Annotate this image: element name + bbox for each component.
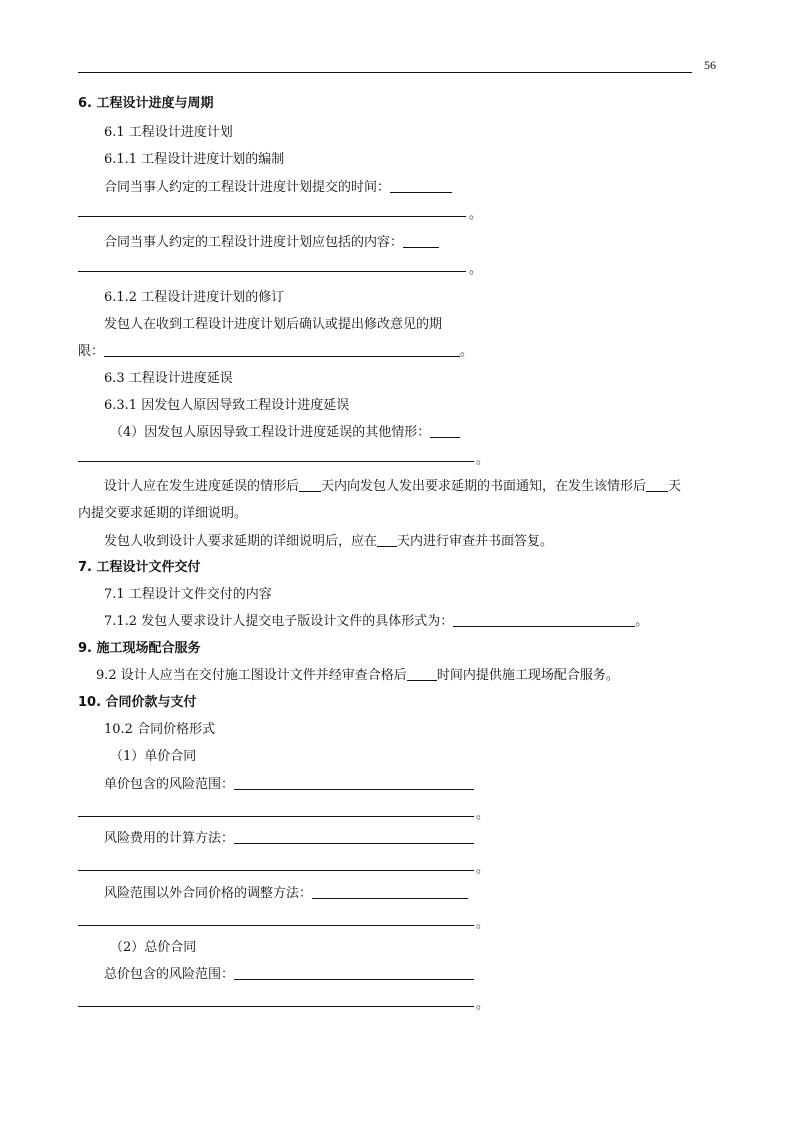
unit-risk-blank[interactable] bbox=[234, 776, 474, 790]
item-9-2-text-a: 9.2 设计人应当在交付施工图设计文件并经审查合格后 bbox=[96, 668, 407, 683]
content-label bbox=[104, 234, 439, 252]
period: 。 bbox=[476, 916, 490, 931]
revise-line-2-text: 限： bbox=[78, 344, 105, 359]
period: 。 bbox=[460, 344, 474, 359]
item-4-label bbox=[110, 424, 460, 442]
heading-10-2: 10.2 合同价格形式 bbox=[104, 722, 216, 737]
item-4-text: （4）因发包人原因导致工程设计进度延误的其他情形： bbox=[110, 425, 431, 440]
risk-cost-text: 风险费用的计算方法： bbox=[104, 831, 235, 846]
outside-adjust-blank[interactable] bbox=[312, 885, 468, 899]
section-6-title: 6. 工程设计进度与周期 bbox=[78, 96, 214, 111]
revise-period-blank[interactable] bbox=[104, 343, 460, 357]
heading-6-3: 6.3 工程设计进度延误 bbox=[104, 371, 233, 386]
period: 。 bbox=[476, 861, 490, 876]
reply-days-blank[interactable] bbox=[377, 533, 397, 547]
revise-line-2 bbox=[78, 343, 473, 361]
content-text: 合同当事人约定的工程设计进度计划应包括的内容： bbox=[104, 235, 404, 250]
period: 。 bbox=[469, 262, 483, 277]
delay-notice-line-1 bbox=[104, 478, 681, 496]
unit-price-contract: （1）单价合同 bbox=[110, 749, 197, 764]
unit-risk-label bbox=[104, 776, 474, 794]
total-price-contract: （2）总价合同 bbox=[110, 940, 197, 955]
notice-text-b: 天内向发包人发出要求延期的书面通知，在发生该情形后 bbox=[321, 479, 647, 494]
risk-cost-blank[interactable] bbox=[234, 830, 474, 844]
risk-cost-label bbox=[104, 830, 474, 848]
section-9-title: 9. 施工现场配合服务 bbox=[78, 641, 201, 656]
notice-text-a: 设计人应在发生进度延误的情形后 bbox=[104, 479, 300, 494]
heading-6-3-1: 6.3.1 因发包人原因导致工程设计进度延误 bbox=[104, 398, 350, 413]
period: 。 bbox=[476, 997, 490, 1012]
unit-risk-continuation-blank[interactable] bbox=[78, 816, 474, 817]
section-10-title: 10. 合同价款与支付 bbox=[78, 695, 197, 710]
reply-text-b: 天内进行审查并书面答复。 bbox=[397, 534, 554, 549]
delay-notice-line-2: 内提交要求延期的详细说明。 bbox=[78, 506, 248, 521]
total-risk-continuation-blank[interactable] bbox=[78, 1006, 474, 1007]
detail-days-blank[interactable] bbox=[646, 478, 668, 492]
electronic-form-blank[interactable] bbox=[453, 613, 635, 627]
outside-adjust-text: 风险范围以外合同价格的调整方法： bbox=[104, 886, 313, 901]
outside-adjust-label bbox=[104, 885, 468, 903]
heading-6-1: 6.1 工程设计进度计划 bbox=[104, 125, 233, 140]
content-continuation-blank[interactable] bbox=[78, 271, 466, 272]
heading-7-1-2: 7.1.2 发包人要求设计人提交电子版设计文件的具体形式为： bbox=[104, 614, 454, 629]
submit-time-continuation-blank[interactable] bbox=[78, 216, 466, 217]
reply-line bbox=[104, 533, 553, 551]
notice-text-c: 天 bbox=[668, 479, 682, 494]
period: 。 bbox=[476, 807, 490, 822]
revise-line-1: 发包人在收到工程设计进度计划后确认或提出修改意见的期 bbox=[104, 317, 443, 332]
heading-7-1-2-line bbox=[104, 613, 648, 631]
reply-text-a: 发包人收到设计人要求延期的详细说明后，应在 bbox=[104, 534, 378, 549]
item-9-2-line bbox=[96, 667, 619, 685]
submit-time-text: 合同当事人约定的工程设计进度计划提交的时间： bbox=[104, 180, 391, 195]
item-4-continuation-blank[interactable] bbox=[78, 461, 474, 462]
heading-6-1-2: 6.1.2 工程设计进度计划的修订 bbox=[104, 290, 285, 305]
unit-risk-text: 单价包含的风险范围： bbox=[104, 777, 235, 792]
risk-cost-continuation-blank[interactable] bbox=[78, 870, 474, 871]
section-7-title: 7. 工程设计文件交付 bbox=[78, 560, 201, 575]
content-blank[interactable] bbox=[403, 234, 439, 248]
header-rule bbox=[78, 72, 692, 73]
heading-6-1-1: 6.1.1 工程设计进度计划的编制 bbox=[104, 152, 285, 167]
submit-time-blank[interactable] bbox=[390, 179, 452, 193]
page-number: 56 bbox=[704, 58, 716, 72]
total-risk-label bbox=[104, 966, 474, 984]
total-risk-text: 总价包含的风险范围： bbox=[104, 967, 235, 982]
service-time-blank[interactable] bbox=[407, 667, 437, 681]
heading-7-1: 7.1 工程设计文件交付的内容 bbox=[104, 587, 272, 602]
notice-days-blank[interactable] bbox=[299, 478, 321, 492]
total-risk-blank[interactable] bbox=[234, 966, 474, 980]
outside-adjust-continuation-blank[interactable] bbox=[78, 925, 474, 926]
item-4-blank[interactable] bbox=[430, 424, 460, 438]
period: 。 bbox=[476, 452, 490, 467]
item-9-2-text-b: 时间内提供施工现场配合服务。 bbox=[436, 668, 619, 683]
period: 。 bbox=[635, 614, 649, 629]
submit-time-label bbox=[104, 179, 452, 197]
period: 。 bbox=[469, 207, 483, 222]
